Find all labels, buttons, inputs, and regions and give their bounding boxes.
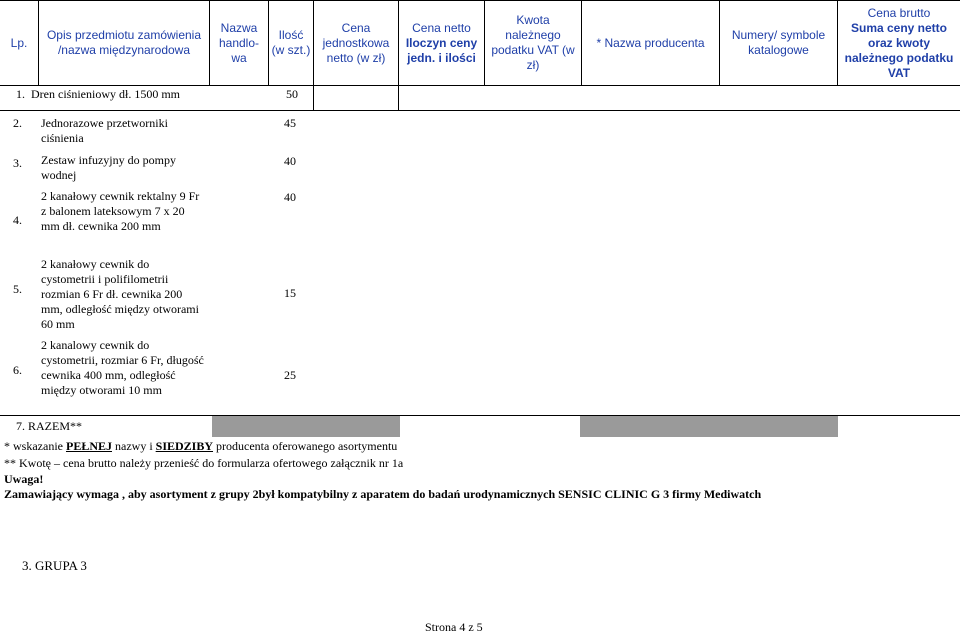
table-body <box>0 112 960 412</box>
row-desc: 2 kanalowy cewnik do cystometrii, rozmiar 6 Fr, długość cewnika 400 mm, odległość między otworami 10 mm <box>41 338 204 397</box>
row-qty: 15 <box>284 286 296 300</box>
header-catalog: Numery/ symbole katalogowe <box>719 1 837 85</box>
divider <box>313 84 314 110</box>
header-producer: * Nazwa producenta <box>581 1 719 85</box>
footnote-producer: * wskazanie PEŁNEJ nazwy i SIEDZIBY producenta oferowanego asortymentu <box>4 439 398 453</box>
row-desc: Zestaw infuzyjny do pompy wodnej <box>41 153 176 182</box>
header-gross-price: Cena brutto Suma ceny netto oraz kwoty należnego podatku VAT <box>837 1 960 85</box>
row-qty: 45 <box>284 116 296 130</box>
row-desc: Jednorazowe przetworniki ciśnienia <box>41 116 168 145</box>
row-lp: 3. <box>13 156 22 170</box>
row-qty: 40 <box>284 190 296 204</box>
header-unit-price: Cena jednostkowa netto (w zł) <box>313 1 398 85</box>
divider <box>0 110 960 111</box>
greyed-cells <box>212 416 400 437</box>
warning-label: Uwaga! <box>4 472 44 486</box>
greyed-cells <box>580 416 838 437</box>
row-lp: 6. <box>13 363 22 377</box>
requirement-note: Zamawiający wymaga , aby asortyment z grupy 2był kompatybilny z aparatem do badań urodynamicznych SENSIC CLINIC G 3 firmy Mediwatch <box>4 487 762 501</box>
header-trade-name: Nazwa handlo-wa <box>209 1 268 85</box>
row-lp: 5. <box>13 282 22 296</box>
row-lp-desc: 1. Dren ciśnieniowy dł. 1500 mm <box>16 87 180 101</box>
table-header <box>0 0 960 86</box>
footnote-gross-price: ** Kwotę – cena brutto należy przenieść do formularza ofertowego załącznik nr 1a <box>4 456 404 470</box>
header-description: Opis przedmiotu zamówienia /nazwa międzynarodowa <box>38 1 209 85</box>
row-desc: 2 kanałowy cewnik do cystometrii i polifilometrii rozmian 6 Fr dł. cewnika 200 mm, odległość między otworami 60 mm <box>41 257 199 331</box>
header-net-price: Cena netto Iloczyn ceny jedn. i ilości <box>398 1 484 85</box>
group-3-heading: 3. GRUPA 3 <box>22 558 87 573</box>
row-lp: 4. <box>13 213 22 227</box>
row-lp: 2. <box>13 116 22 130</box>
table-row <box>0 84 960 110</box>
total-label: 7. RAZEM** <box>16 419 82 433</box>
row-qty: 25 <box>284 368 296 382</box>
row-desc: 2 kanałowy cewnik rektalny 9 Fr z balonem lateksowym 7 x 20 mm dł. cewnika 200 mm <box>41 189 200 233</box>
header-quantity: Ilość (w szt.) <box>268 1 313 85</box>
row-qty: 40 <box>284 154 296 168</box>
page-number: Strona 4 z 5 <box>425 620 483 634</box>
row-qty: 50 <box>286 87 298 101</box>
header-lp: Lp. <box>10 35 28 50</box>
header-vat: Kwota należnego podatku VAT (w zł) <box>484 1 581 85</box>
divider <box>398 84 399 110</box>
